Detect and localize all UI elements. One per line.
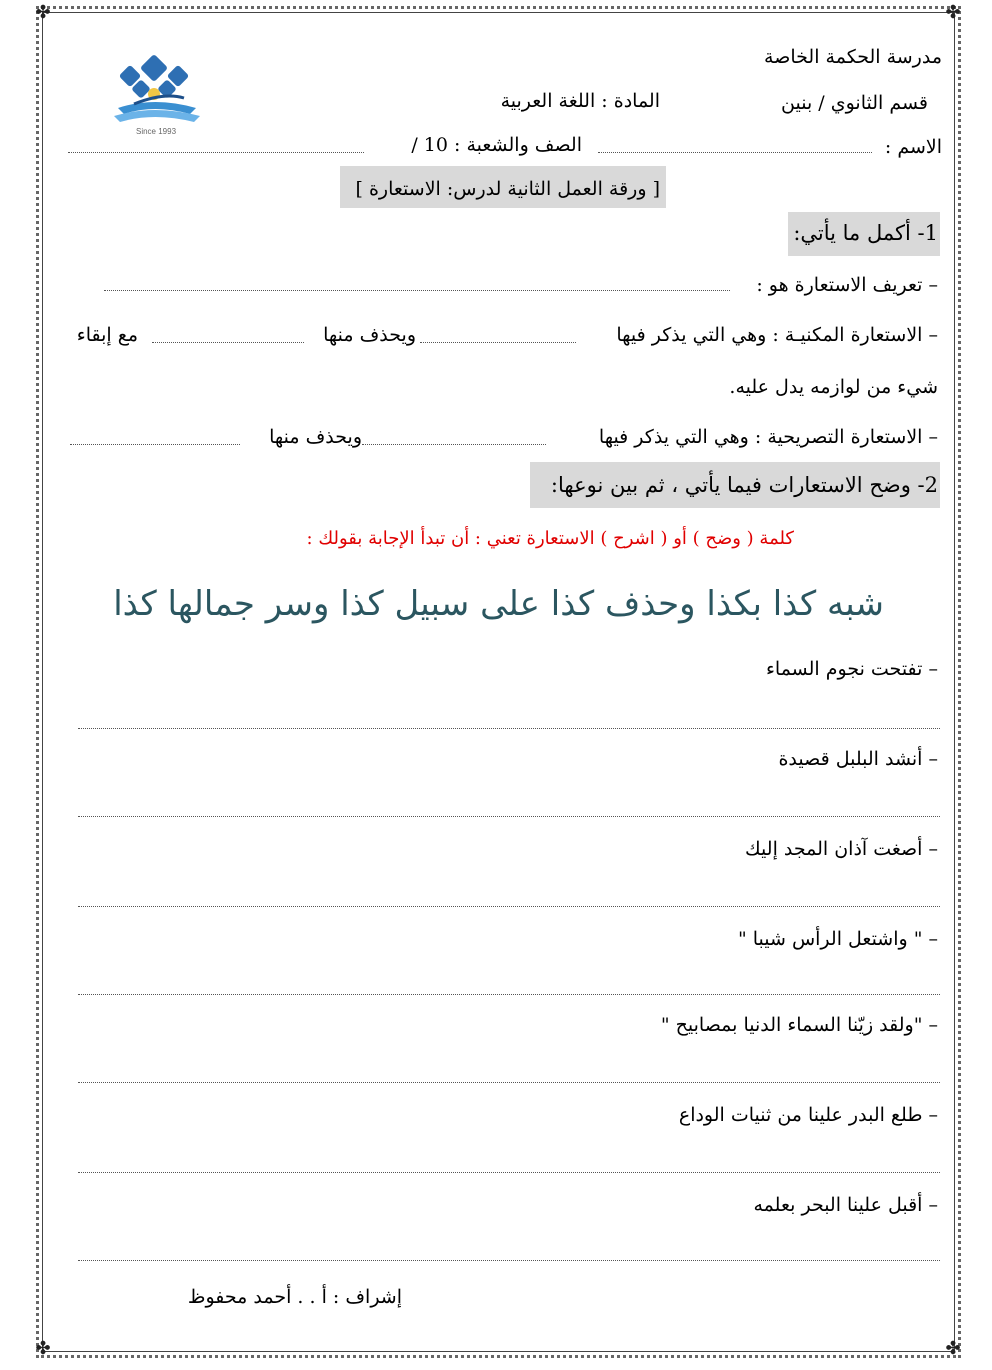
class-field[interactable] [68,152,364,153]
tasrihiya-field-1[interactable] [362,444,546,445]
makniya-field-2[interactable] [152,342,304,343]
worksheet-title: [ ورقة العمل الثانية لدرس: الاستعارة ] [355,178,660,200]
example-item: – تفتحت نجوم السماء [765,658,938,680]
answer-line[interactable] [78,1082,940,1083]
department-label: قسم الثانوي / بنين [781,92,928,114]
example-item: – طلع البدر علينا من ثنيات الوداع [678,1104,938,1126]
answer-line[interactable] [78,816,940,817]
school-name: مدرسة الحكمة الخاصة [764,46,942,68]
school-logo-icon [104,52,208,142]
makniya-continuation: شيء من لوازمه يدل عليه. [729,376,938,398]
answer-line[interactable] [78,1172,940,1173]
example-item: – "ولقد زيّنا السماء الدنيا بمصابيح " [660,1014,938,1036]
name-label: الاسم : [884,136,942,158]
logo-caption: Since 1993 [135,127,177,136]
corner-ornament-icon: ✤ [945,2,961,23]
metaphor-definition: – تعريف الاستعارة هو : [756,274,938,296]
answer-line[interactable] [78,1260,940,1261]
name-field[interactable] [598,152,872,153]
subject-label: المادة : اللغة العربية [500,90,660,112]
tasrihiya-text-1: – الاستعارة التصريحية : وهي التي يذكر فيها [598,426,938,448]
corner-ornament-icon: ✤ [35,1338,51,1359]
tasrihiya-field-2[interactable] [70,444,240,445]
answer-line[interactable] [78,728,940,729]
answer-line[interactable] [78,906,940,907]
q1-heading: 1- أكمل ما يأتي: [793,221,938,245]
tasrihiya-text-2: ويحذف منها [269,426,362,448]
example-item: – أقبل علينا البحر بعلمه [753,1194,938,1216]
definition-field[interactable] [104,290,730,291]
instruction-note: كلمة ( وضح ) أو ( اشرح ) الاستعارة تعني : أن تبدأ الإجابة بقولك : [306,528,794,549]
example-item: – أصغت آذان المجد إليك [745,838,938,860]
supervision-label: إشراف : أ . . أحمد محفوظ [187,1286,402,1308]
corner-ornament-icon: ✤ [35,2,51,23]
q2-heading: 2- وضح الاستعارات فيما يأتي ، ثم بين نوعها: [550,473,938,497]
corner-ornament-icon: ✤ [945,1338,961,1359]
makniya-text-3: مع إبقاء [76,324,138,346]
makniya-text-1: – الاستعارة المكنيـة : وهي التي يذكر فيها [616,324,938,346]
makniya-field-1[interactable] [420,342,576,343]
answer-formula: شبه كذا بكذا وحذف كذا على سبيل كذا وسر جمالها كذا [113,584,884,624]
makniya-text-2: ويحذف منها [323,324,416,346]
answer-line[interactable] [78,994,940,995]
example-item: – أنشد البلبل قصيدة [778,748,938,770]
example-item: – " واشتعل الرأس شيبا " [737,928,938,950]
class-label: الصف والشعبة : 10 / [411,134,582,156]
